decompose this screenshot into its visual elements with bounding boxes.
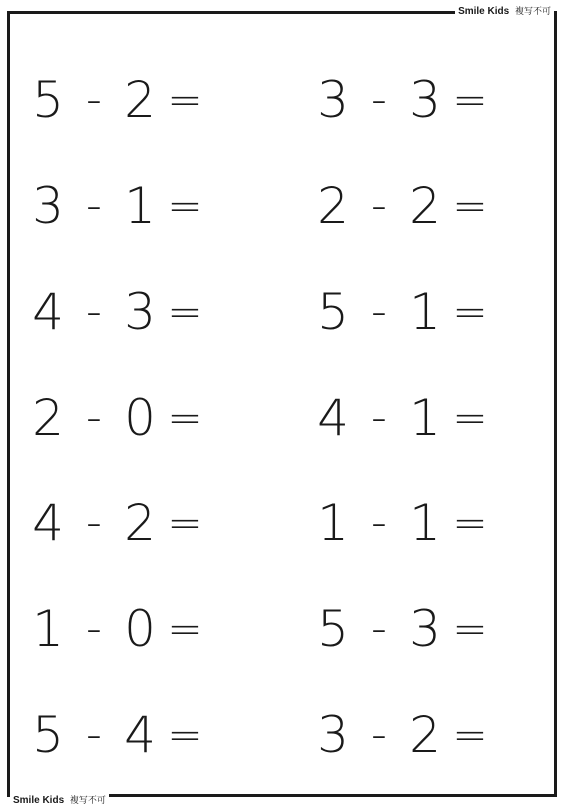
subtrahend: 2 (409, 706, 441, 764)
problem-10 (315, 493, 497, 553)
minuend: 3 (317, 706, 349, 764)
minuend: 5 (317, 600, 349, 658)
minus-sign: - (371, 709, 387, 760)
equals-sign: = (452, 604, 488, 653)
minuend: 4 (32, 494, 64, 552)
equals-sign: = (167, 287, 203, 336)
subtrahend: 0 (124, 600, 156, 658)
minus-sign: - (86, 180, 102, 231)
equals-sign: = (167, 498, 203, 547)
equals-sign: = (452, 393, 488, 442)
minuend: 2 (32, 389, 64, 447)
minus-sign: - (371, 392, 387, 443)
minuend: 2 (317, 177, 349, 235)
minuend: 1 (317, 494, 349, 552)
minuend: 5 (32, 706, 64, 764)
equals-sign: = (167, 604, 203, 653)
problem-11 (30, 599, 212, 659)
subtrahend: 1 (409, 283, 441, 341)
subtrahend: 1 (124, 177, 156, 235)
equals-sign: = (452, 181, 488, 230)
problem-12 (315, 599, 497, 659)
equals-sign: = (167, 393, 203, 442)
subtrahend: 3 (409, 71, 441, 129)
minus-sign: - (371, 286, 387, 337)
subtrahend: 2 (124, 71, 156, 129)
equals-sign: = (167, 710, 203, 759)
minuend: 5 (32, 71, 64, 129)
copy-notice: 複写不可 (514, 6, 551, 16)
equals-sign: = (452, 498, 488, 547)
problem-5 (30, 282, 212, 342)
subtrahend: 0 (124, 389, 156, 447)
problem-6 (315, 282, 497, 342)
equals-sign: = (167, 181, 203, 230)
copy-notice: 複写不可 (69, 795, 106, 805)
subtrahend: 4 (124, 706, 156, 764)
problem-8 (315, 388, 497, 448)
minus-sign: - (86, 286, 102, 337)
brand-name: Smile Kids (13, 795, 65, 806)
problem-14 (315, 705, 497, 765)
equals-sign: = (452, 75, 488, 124)
equals-sign: = (167, 75, 203, 124)
problem-13 (30, 705, 212, 765)
minus-sign: - (86, 603, 102, 654)
minus-sign: - (371, 74, 387, 125)
minuend: 3 (32, 177, 64, 235)
problem-4 (315, 176, 497, 236)
minus-sign: - (86, 709, 102, 760)
problem-1 (30, 70, 212, 130)
subtrahend: 1 (409, 389, 441, 447)
minuend: 3 (317, 71, 349, 129)
subtrahend: 1 (409, 494, 441, 552)
minuend: 4 (32, 283, 64, 341)
minuend: 4 (317, 389, 349, 447)
minus-sign: - (86, 392, 102, 443)
minus-sign: - (371, 497, 387, 548)
problem-9 (30, 493, 212, 553)
subtrahend: 3 (124, 283, 156, 341)
minuend: 1 (32, 600, 64, 658)
minuend: 5 (317, 283, 349, 341)
subtrahend: 3 (409, 600, 441, 658)
minus-sign: - (86, 74, 102, 125)
problem-3 (30, 176, 212, 236)
equals-sign: = (452, 710, 488, 759)
equals-sign: = (452, 287, 488, 336)
minus-sign: - (371, 603, 387, 654)
minus-sign: - (86, 497, 102, 548)
problem-2 (315, 70, 497, 130)
brand-name: Smile Kids (458, 6, 510, 17)
problem-7 (30, 388, 212, 448)
minus-sign: - (371, 180, 387, 231)
subtrahend: 2 (124, 494, 156, 552)
subtrahend: 2 (409, 177, 441, 235)
